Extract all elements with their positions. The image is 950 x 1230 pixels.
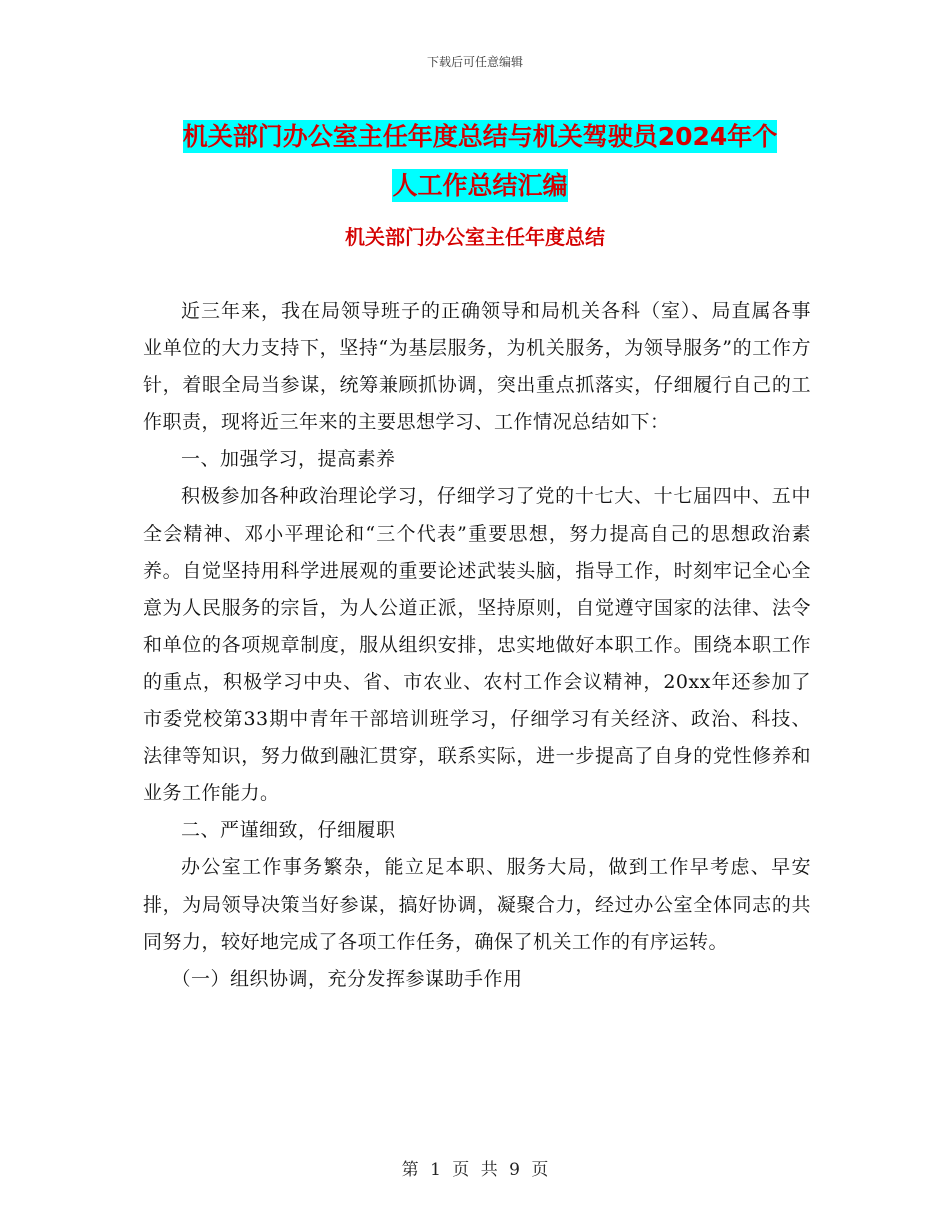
document-title bbox=[140, 112, 820, 210]
document-body bbox=[143, 293, 811, 998]
document-title-line-2: 人工作总结汇编 bbox=[392, 171, 568, 200]
heading-strengthen-study: 一、加强学习，提高素养 bbox=[181, 448, 396, 471]
page-header-note: 下载后可任意编辑 bbox=[426, 55, 523, 69]
paragraph-office-work: 办公室工作事务繁杂，能立足本职、服务大局，做到工作早考虑、早安排，为局领导决策当好参谋，搞好协调，凝聚合力，经过办公室全体同志的共同努力，较好地完成了各项工作任务，确保了机关工作的有序运转。 bbox=[143, 856, 811, 953]
page-footer-pagination: 第 1 页 共 9 页 bbox=[401, 1160, 549, 1180]
subheading-coordination: （一）组织协调，充分发挥参谋助手作用 bbox=[171, 967, 523, 990]
paragraph-study: 积极参加各种政治理论学习，仔细学习了党的十七大、十七届四中、五中全会精神、邓小平理论和“三个代表”重要思想，努力提高自己的思想政治素养。自觉坚持用科学进展观的重要论述武装头脑，指导工作，时刻牢记全心全意为人民服务的宗旨，为人公道正派，坚持原则，自觉遵守国家的法律、法令和单位的各项规章制度，服从组织安排，忠实地做好本职工作。围绕本职工作的重点，积极学习中央、省、市农业、农村工作会议精神，20xx年还参加了市委党校第33期中青年干部培训班学习，仔细学习有关经济、政治、科技、法律等知识，努力做到融汇贯穿，联系实际，进一步提高了自身的党性修养和业务工作能力。 bbox=[143, 485, 811, 805]
document-title-line-1: 机关部门办公室主任年度总结与机关驾驶员2024年个 bbox=[182, 122, 778, 151]
paragraph-intro: 近三年来，我在局领导班子的正确领导和局机关各科（室）、局直属各事业单位的大力支持下，坚持“为基层服务，为机关服务，为领导服务”的工作方针，着眼全局当参谋，统筹兼顾抓协调，突出重点抓落实，仔细履行自己的工作职责，现将近三年来的主要思想学习、工作情况总结如下： bbox=[143, 300, 811, 434]
section-title: 机关部门办公室主任年度总结 bbox=[345, 225, 605, 249]
heading-rigorous-duty: 二、严谨细致，仔细履职 bbox=[181, 819, 396, 842]
